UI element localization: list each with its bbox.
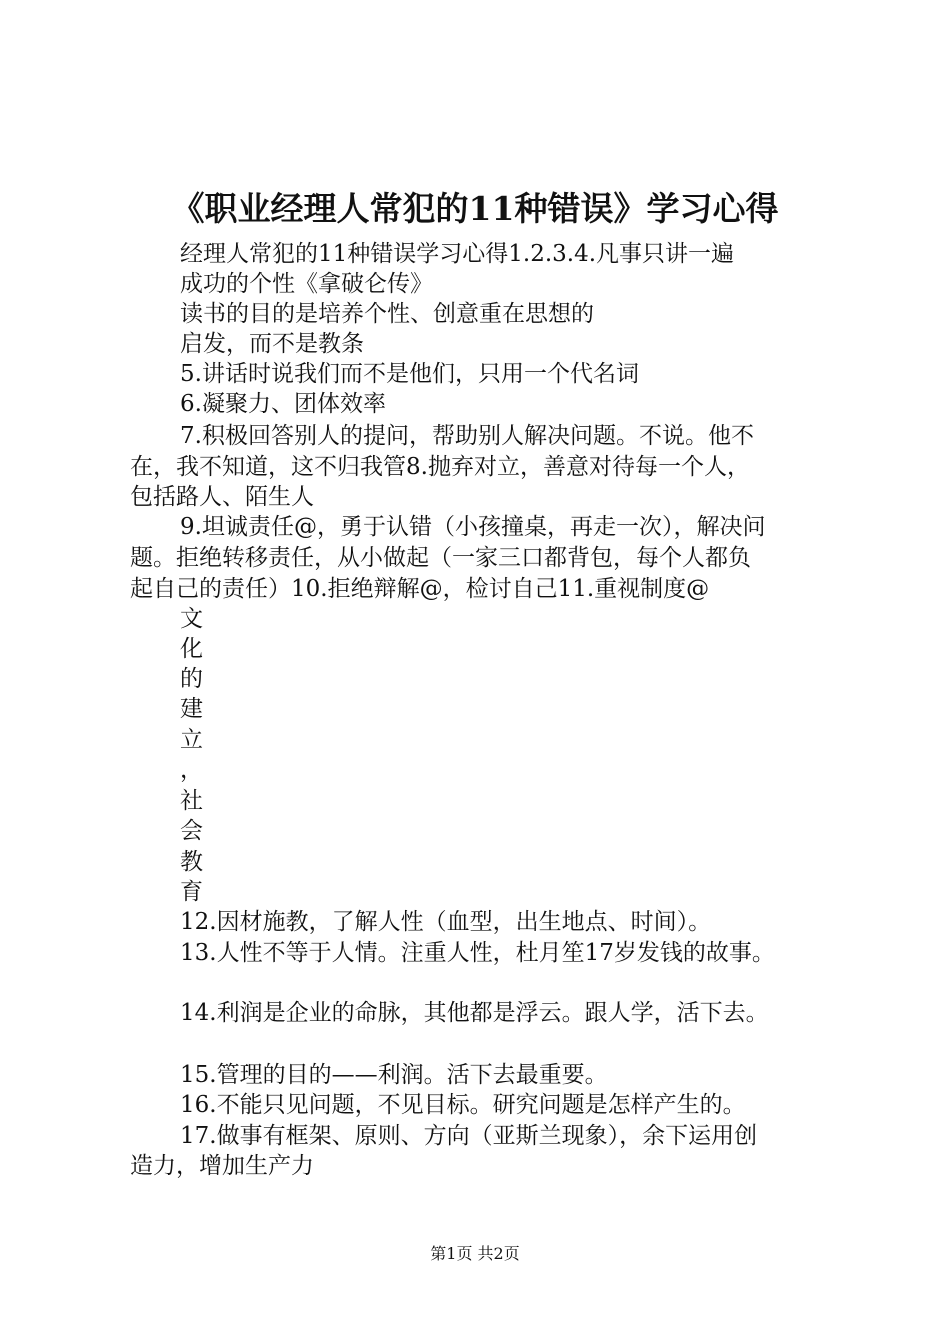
vertical-char: 建 [180,696,203,722]
body-line: 12.因材施教，了解人性（血型，出生地点、时间）。 [180,909,712,935]
vertical-char: 会 [180,818,203,844]
body-line: 15.管理的目的——利润。活下去最重要。 [180,1062,608,1088]
body-line: 16.不能只见问题，不见目标。研究问题是怎样产生的。 [180,1092,746,1118]
vertical-char: 教 [180,849,203,875]
body-line: 17.做事有框架、原则、方向（亚斯兰现象），余下运用创 [180,1123,758,1149]
vertical-char: 的 [180,666,203,692]
body-line: 6.凝聚力、团体效率 [180,391,386,417]
body-line: 题。拒绝转移责任，从小做起（一家三口都背包，每个人都负 [130,545,751,571]
body-line: 9.坦诚责任@，勇于认错（小孩撞桌，再走一次），解决问 [180,514,766,540]
body-line: 包括路人、陌生人 [130,484,314,510]
body-line: 启发，而不是教条 [180,331,364,357]
vertical-char: ， [180,757,203,783]
body-line: 在，我不知道，这不归我管8.抛弃对立，善意对待每一个人， [130,454,750,480]
vertical-char: 文 [180,606,203,632]
body-line: 经理人常犯的11种错误学习心得1.2.3.4.凡事只讲一遍 [180,241,735,267]
body-line: 14.利润是企业的命脉，其他都是浮云。跟人学，活下去。 [180,1000,769,1026]
vertical-char: 立 [180,727,203,753]
page-footer: 第1页 共2页 [430,1244,520,1263]
body-line: 起自己的责任）10.拒绝辩解@，检讨自己11.重视制度@ [130,576,710,602]
vertical-char: 化 [180,636,203,662]
body-line: 5.讲话时说我们而不是他们，只用一个代名词 [180,361,639,387]
body-line: 读书的目的是培养个性、创意重在思想的 [180,301,594,327]
vertical-char: 社 [180,788,203,814]
vertical-char: 育 [180,879,203,905]
document-title: 《职业经理人常犯的11种错误》学习心得 [171,189,779,228]
body-line: 成功的个性《拿破仑传》 [180,271,433,297]
body-line: 造力，增加生产力 [130,1153,314,1179]
body-line: 7.积极回答别人的提问，帮助别人解决问题。不说。他不 [180,423,754,449]
body-line: 13.人性不等于人情。注重人性，杜月笙17岁发钱的故事。 [180,940,775,966]
